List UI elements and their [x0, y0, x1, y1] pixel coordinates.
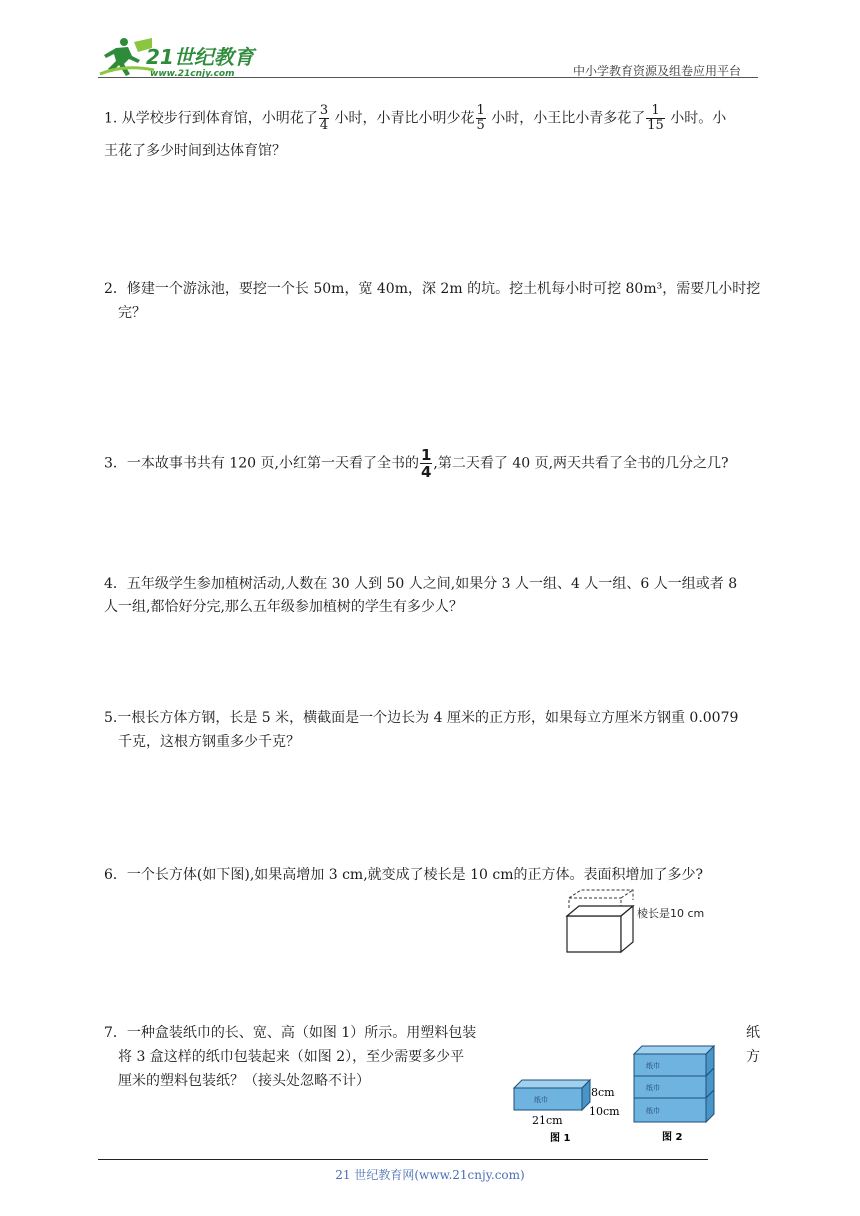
- q1-text-part: 1. 从学校步行到体育馆，小明花了: [104, 110, 318, 127]
- fig2-box-brand: 纸巾: [646, 1107, 660, 1115]
- fig2-box-brand: 纸巾: [646, 1062, 660, 1070]
- fig2-caption: 图 2: [662, 1132, 683, 1143]
- q7-figure-2: [632, 1044, 722, 1144]
- q1-fraction-1: $\frac{3}{4}$: [319, 103, 329, 133]
- question-1-line-1: [104, 104, 726, 133]
- question-4-line-2: 人一组,都恰好分完,那么五年级参加植树的学生有多少人？: [104, 599, 463, 615]
- question-5-line-1: 5.一根长方体方钢，长是 5 米，横截面是一个边长为 4 厘米的正方形，如果每立方厘米方钢重 0.0079: [104, 710, 739, 726]
- q6-cuboid-figure: [565, 888, 715, 958]
- question-7-line-1: 7．一种盒装纸巾的长、宽、高（如图 1）所示。用塑料包装: [104, 1025, 477, 1041]
- fig1-height-label: 8cm: [591, 1086, 615, 1099]
- question-7-line-2: 将 3 盒这样的纸巾包装起来（如图 2），至少需要多少平: [118, 1049, 465, 1065]
- fig1-width-label: 10cm: [589, 1105, 620, 1118]
- logo-url: www.21cnjy.com: [150, 69, 235, 79]
- q1-fraction-3: $\frac{1}{15}$: [647, 103, 664, 133]
- question-2-line-1: 2．修建一个游泳池，要挖一个长 50m，宽 40m，深 2m 的坑。挖土机每小时可挖 80m³，需要几小时挖: [104, 281, 761, 297]
- q1-fraction-2: $\frac{1}{5}$: [476, 103, 485, 133]
- question-6-line-1: 6．一个长方体(如下图),如果高增加 3 cm,就变成了棱长是 10 cm的正方体。表面积增加了多少?: [104, 867, 703, 883]
- q1-text-part: 小时，小王比小青多花了: [486, 110, 646, 127]
- question-7-line-3: 厘米的塑料包装纸？（接头处忽略不计）: [118, 1073, 370, 1089]
- q3-text-part: 3．一本故事书共有 120 页,小红第一天看了全书的: [104, 455, 419, 472]
- question-2-line-2: 完？: [118, 305, 146, 321]
- question-3-line-1: [104, 447, 729, 480]
- q1-text-part: 小时。小: [665, 110, 727, 127]
- question-1-line-2: 王花了多少时间到达体育馆？: [104, 143, 286, 159]
- question-5-line-2: 千克，这根方钢重多少千克？: [118, 734, 300, 750]
- q3-fraction: $\frac{1}{4}$: [420, 446, 432, 481]
- q6-edge-label: 棱长是10 cm: [637, 907, 705, 920]
- fig1-box-brand: 纸巾: [534, 1096, 548, 1104]
- question-7-line-2-end: 方: [746, 1049, 760, 1065]
- footer-link[interactable]: 21 世纪教育网(www.21cnjy.com): [335, 1168, 525, 1182]
- logo-text: 21世纪教育: [146, 45, 254, 69]
- q7-figure-1: [510, 1076, 620, 1148]
- fig1-caption: 图 1: [550, 1133, 571, 1144]
- footer-divider: [98, 1159, 708, 1160]
- site-logo[interactable]: [94, 34, 264, 82]
- fig1-length-label: 21cm: [532, 1114, 563, 1127]
- header-divider: [98, 77, 758, 78]
- fig2-box-brand: 纸巾: [646, 1084, 660, 1092]
- q1-text-part: 小时，小青比小明少花: [330, 110, 475, 127]
- q3-text-part: ,第二天看了 40 页,两天共看了全书的几分之几?: [433, 455, 729, 472]
- logo-runner-icon: [94, 34, 264, 82]
- question-4-line-1: 4．五年级学生参加植树活动,人数在 30 人到 50 人之间,如果分 3 人一组、4 人一组、6 人一组或者 8: [104, 576, 738, 592]
- question-7-line-1-end: 纸: [746, 1025, 760, 1041]
- platform-title: 中小学教育资源及组卷应用平台: [573, 64, 742, 78]
